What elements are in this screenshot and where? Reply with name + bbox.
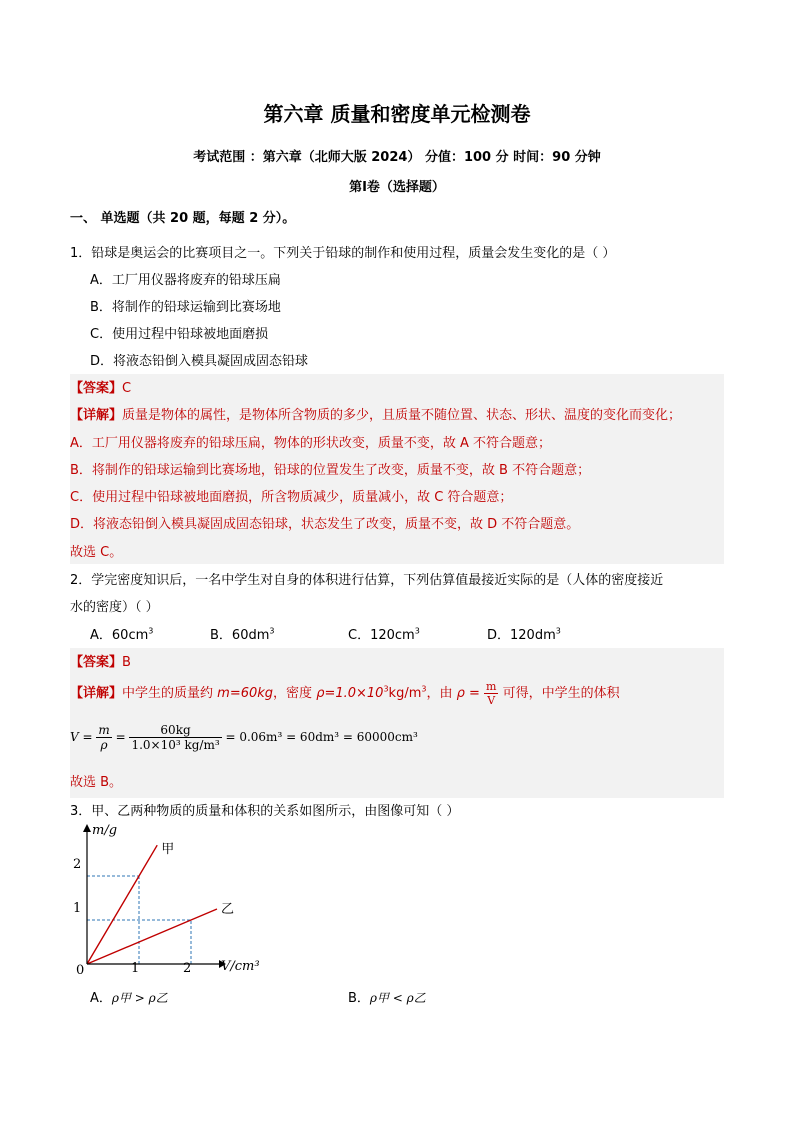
question-2-stem-cont: 水的密度）（ ） — [70, 600, 159, 615]
q1-answer — [70, 377, 131, 396]
page-title: 第六章 质量和密度单元检测卷 — [263, 102, 531, 126]
detail-tag: 【详解】 — [70, 408, 123, 423]
detail-text: 质量是物体的属性，是物体所含物质的多少，且质量不随位置、状态、形状、温度的变化而变化； — [122, 408, 682, 423]
q1-detail — [70, 404, 681, 423]
q3-option-b: B．ρ甲 < ρ乙 — [348, 991, 426, 1006]
question-1-stem: 1．铅球是奥运会的比赛项目之一。下列关于铅球的制作和使用过程，质量会发生变化的是（ ） — [70, 246, 616, 261]
x-tick-1: 1 — [131, 961, 140, 976]
y-tick-1: 1 — [73, 901, 82, 916]
y-tick-2: 2 — [73, 857, 82, 872]
series-line-1 — [87, 909, 217, 964]
q2-option-a: A．$60cm^3$ — [90, 626, 154, 643]
series-line-0 — [87, 845, 157, 964]
x-tick-0: 0 — [76, 963, 85, 978]
y-axis-arrow — [83, 824, 91, 832]
answer-tag: 【答案】 — [70, 381, 123, 396]
series-label-yi: 乙 — [221, 902, 235, 917]
section-heading: 一、 单选题（共 20 题，每题 2 分）。 — [70, 211, 296, 226]
q3-option-a: A．ρ甲 > ρ乙 — [90, 991, 168, 1006]
y-axis-label: m/g — [92, 823, 118, 838]
x-tick-2: 2 — [183, 961, 192, 976]
q2-option-d: D．$120dm^3$ — [487, 626, 561, 643]
q1-detail-line-c: C．使用过程中铅球被地面磨损，所含物质减少，质量减小，故 C 符合题意； — [70, 490, 513, 505]
q2-formula: V = $\frac{m}{\rho}$ = $\frac{60kg}{\text{1.0×10³ kg/m³}}$ = 0.06m³ = 60dm³ = 60000cm³ — [70, 723, 418, 752]
q2-answer: 【答案】B — [70, 655, 131, 670]
question-3-stem: 3．甲、乙两种物质的质量和体积的关系如图所示，由图像可知（ ） — [70, 804, 460, 819]
question-2-stem: 2．学完密度知识后，一名中学生对自身的体积进行估算，下列估算值最接近实际的是（人体的密度接近 — [70, 573, 664, 588]
q2-option-c: C．$120cm^3$ — [348, 626, 420, 643]
q1-option-c: C．使用过程中铅球被地面磨损 — [90, 327, 269, 342]
mass-volume-chart — [68, 818, 278, 980]
q1-option-d: D．将液态铅倒入模具凝固成固态铅球 — [90, 354, 309, 369]
q1-option-a: A．工厂用仪器将废弃的铅球压扁 — [90, 273, 281, 288]
part-heading: 第Ⅰ卷（选择题） — [349, 180, 445, 195]
q1-detail-line-a: A．工厂用仪器将废弃的铅球压扁，物体的形状改变，质量不变，故 A 不符合题意； — [70, 436, 552, 451]
q1-option-b: B．将制作的铅球运输到比赛场地 — [90, 300, 281, 315]
q1-detail-line-d: D．将液态铅倒入模具凝固成固态铅球，状态发生了改变，质量不变，故 D 不符合题意。 — [70, 517, 580, 532]
exam-meta: 考试范围 ：第六章（北师大版 2024） 分值：100 分 时间：90 分钟 — [193, 150, 601, 165]
answer-value: C — [122, 381, 132, 396]
q2-conclusion: 故选 B。 — [70, 775, 123, 790]
q1-detail-line-b: B．将制作的铅球运输到比赛场地，铅球的位置发生了改变，质量不变，故 B 不符合题意； — [70, 463, 591, 478]
x-axis-label: V/cm³ — [221, 959, 260, 974]
q1-conclusion: 故选 C。 — [70, 545, 123, 560]
series-label-jia: 甲 — [161, 842, 175, 858]
q2-option-b: B．$60dm^3$ — [210, 626, 275, 643]
q2-detail: 【详解】中学生的质量约 m=60kg，密度 $\rho=1.0\times 10^3kg/m^3$，由 ρ = $\frac{m}{V}$ 可得，中学生的体积 — [70, 680, 620, 707]
